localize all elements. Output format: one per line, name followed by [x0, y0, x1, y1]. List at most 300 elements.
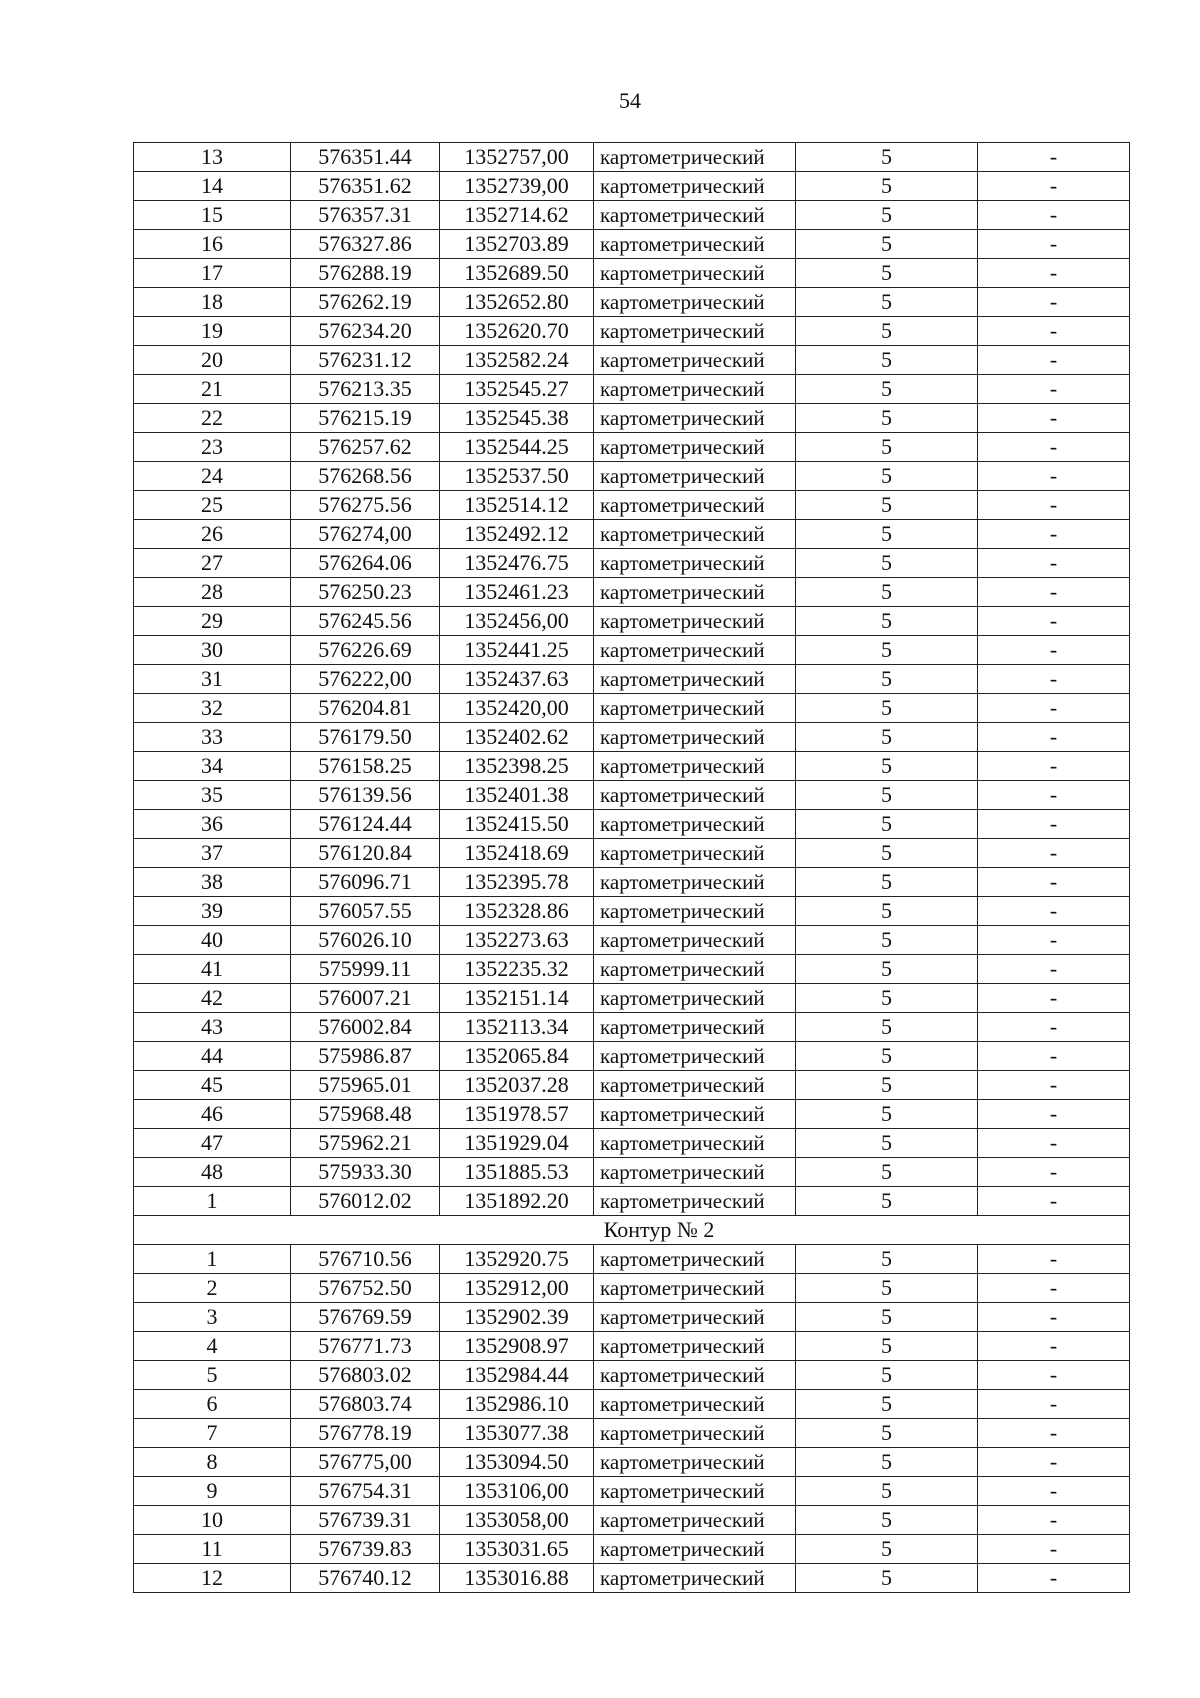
description-cell: - — [978, 201, 1130, 230]
table-row — [134, 1419, 1130, 1448]
table-row — [134, 1303, 1130, 1332]
x-coordinate-cell: 576234.20 — [291, 317, 440, 346]
point-number-cell: 27 — [134, 549, 291, 578]
point-number-cell: 16 — [134, 230, 291, 259]
x-coordinate-cell: 576803.02 — [291, 1361, 440, 1390]
description-cell: - — [978, 665, 1130, 694]
table-row — [134, 752, 1130, 781]
method-cell: картометрический — [594, 723, 796, 752]
method-cell: картометрический — [594, 1245, 796, 1274]
y-coordinate-cell: 1352441.25 — [440, 636, 594, 665]
accuracy-cell: 5 — [796, 1129, 978, 1158]
x-coordinate-cell: 576158.25 — [291, 752, 440, 781]
description-cell: - — [978, 636, 1130, 665]
coordinates-table — [133, 142, 1130, 1593]
accuracy-cell: 5 — [796, 549, 978, 578]
table-row — [134, 868, 1130, 897]
point-number-cell: 8 — [134, 1448, 291, 1477]
method-cell: картометрический — [594, 810, 796, 839]
description-cell: - — [978, 1187, 1130, 1216]
description-cell: - — [978, 926, 1130, 955]
x-coordinate-cell: 576803.74 — [291, 1390, 440, 1419]
table-row — [134, 1332, 1130, 1361]
point-number-cell: 22 — [134, 404, 291, 433]
y-coordinate-cell: 1352545.27 — [440, 375, 594, 404]
description-cell: - — [978, 317, 1130, 346]
point-number-cell: 21 — [134, 375, 291, 404]
point-number-cell: 1 — [134, 1245, 291, 1274]
accuracy-cell: 5 — [796, 607, 978, 636]
y-coordinate-cell: 1352544.25 — [440, 433, 594, 462]
description-cell: - — [978, 752, 1130, 781]
method-cell: картометрический — [594, 462, 796, 491]
accuracy-cell: 5 — [796, 1361, 978, 1390]
point-number-cell: 48 — [134, 1158, 291, 1187]
accuracy-cell: 5 — [796, 143, 978, 172]
point-number-cell: 29 — [134, 607, 291, 636]
table-row — [134, 520, 1130, 549]
table-row — [134, 1042, 1130, 1071]
accuracy-cell: 5 — [796, 288, 978, 317]
y-coordinate-cell: 1352401.38 — [440, 781, 594, 810]
accuracy-cell: 5 — [796, 810, 978, 839]
table-row — [134, 1245, 1130, 1274]
y-coordinate-cell: 1352328.86 — [440, 897, 594, 926]
x-coordinate-cell: 576002.84 — [291, 1013, 440, 1042]
table-row — [134, 1361, 1130, 1390]
point-number-cell: 37 — [134, 839, 291, 868]
y-coordinate-cell: 1352151.14 — [440, 984, 594, 1013]
description-cell: - — [978, 143, 1130, 172]
accuracy-cell: 5 — [796, 1477, 978, 1506]
x-coordinate-cell: 576739.83 — [291, 1535, 440, 1564]
point-number-cell: 15 — [134, 201, 291, 230]
point-number-cell: 46 — [134, 1100, 291, 1129]
method-cell: картометрический — [594, 607, 796, 636]
x-coordinate-cell: 576213.35 — [291, 375, 440, 404]
y-coordinate-cell: 1352456,00 — [440, 607, 594, 636]
table-row — [134, 636, 1130, 665]
description-cell: - — [978, 259, 1130, 288]
accuracy-cell: 5 — [796, 665, 978, 694]
accuracy-cell: 5 — [796, 752, 978, 781]
method-cell: картометрический — [594, 1448, 796, 1477]
y-coordinate-cell: 1352395.78 — [440, 868, 594, 897]
method-cell: картометрический — [594, 346, 796, 375]
method-cell: картометрический — [594, 926, 796, 955]
method-cell: картометрический — [594, 665, 796, 694]
method-cell: картометрический — [594, 1535, 796, 1564]
description-cell: - — [978, 1332, 1130, 1361]
x-coordinate-cell: 576778.19 — [291, 1419, 440, 1448]
table-row — [134, 1390, 1130, 1419]
y-coordinate-cell: 1352689.50 — [440, 259, 594, 288]
method-cell: картометрический — [594, 259, 796, 288]
method-cell: картометрический — [594, 143, 796, 172]
description-cell: - — [978, 491, 1130, 520]
accuracy-cell: 5 — [796, 230, 978, 259]
point-number-cell: 19 — [134, 317, 291, 346]
y-coordinate-cell: 1352273.63 — [440, 926, 594, 955]
y-coordinate-cell: 1352912,00 — [440, 1274, 594, 1303]
accuracy-cell: 5 — [796, 1100, 978, 1129]
accuracy-cell: 5 — [796, 1535, 978, 1564]
x-coordinate-cell: 575999.11 — [291, 955, 440, 984]
accuracy-cell: 5 — [796, 201, 978, 230]
table-row — [134, 1448, 1130, 1477]
x-coordinate-cell: 576096.71 — [291, 868, 440, 897]
point-number-cell: 3 — [134, 1303, 291, 1332]
x-coordinate-cell: 576257.62 — [291, 433, 440, 462]
point-number-cell: 4 — [134, 1332, 291, 1361]
y-coordinate-cell: 1352984.44 — [440, 1361, 594, 1390]
method-cell: картометрический — [594, 520, 796, 549]
accuracy-cell: 5 — [796, 520, 978, 549]
x-coordinate-cell: 576288.19 — [291, 259, 440, 288]
accuracy-cell: 5 — [796, 433, 978, 462]
method-cell: картометрический — [594, 1390, 796, 1419]
x-coordinate-cell: 576739.31 — [291, 1506, 440, 1535]
table-row — [134, 1477, 1130, 1506]
y-coordinate-cell: 1353077.38 — [440, 1419, 594, 1448]
coordinates-table-body — [134, 143, 1130, 1593]
point-number-cell: 40 — [134, 926, 291, 955]
accuracy-cell: 5 — [796, 578, 978, 607]
table-row — [134, 404, 1130, 433]
x-coordinate-cell: 576026.10 — [291, 926, 440, 955]
section-title: Контур № 2 — [134, 1216, 1130, 1245]
table-row — [134, 346, 1130, 375]
method-cell: картометрический — [594, 636, 796, 665]
table-row — [134, 1187, 1130, 1216]
table-row — [134, 839, 1130, 868]
point-number-cell: 38 — [134, 868, 291, 897]
accuracy-cell: 5 — [796, 984, 978, 1013]
x-coordinate-cell: 576327.86 — [291, 230, 440, 259]
x-coordinate-cell: 576007.21 — [291, 984, 440, 1013]
y-coordinate-cell: 1352418.69 — [440, 839, 594, 868]
x-coordinate-cell: 575933.30 — [291, 1158, 440, 1187]
table-row — [134, 549, 1130, 578]
accuracy-cell: 5 — [796, 172, 978, 201]
y-coordinate-cell: 1352461.23 — [440, 578, 594, 607]
accuracy-cell: 5 — [796, 375, 978, 404]
description-cell: - — [978, 1158, 1130, 1187]
description-cell: - — [978, 1535, 1130, 1564]
method-cell: картометрический — [594, 578, 796, 607]
description-cell: - — [978, 1361, 1130, 1390]
x-coordinate-cell: 576351.62 — [291, 172, 440, 201]
point-number-cell: 41 — [134, 955, 291, 984]
method-cell: картометрический — [594, 1274, 796, 1303]
x-coordinate-cell: 576275.56 — [291, 491, 440, 520]
y-coordinate-cell: 1352398.25 — [440, 752, 594, 781]
description-cell: - — [978, 1506, 1130, 1535]
description-cell: - — [978, 1419, 1130, 1448]
method-cell: картометрический — [594, 955, 796, 984]
x-coordinate-cell: 576250.23 — [291, 578, 440, 607]
accuracy-cell: 5 — [796, 781, 978, 810]
y-coordinate-cell: 1352065.84 — [440, 1042, 594, 1071]
description-cell: - — [978, 520, 1130, 549]
table-row — [134, 375, 1130, 404]
y-coordinate-cell: 1353094.50 — [440, 1448, 594, 1477]
y-coordinate-cell: 1353031.65 — [440, 1535, 594, 1564]
table-row — [134, 1506, 1130, 1535]
section-header-row — [134, 1216, 1130, 1245]
y-coordinate-cell: 1352620.70 — [440, 317, 594, 346]
description-cell: - — [978, 1100, 1130, 1129]
accuracy-cell: 5 — [796, 1187, 978, 1216]
y-coordinate-cell: 1352037.28 — [440, 1071, 594, 1100]
method-cell: картометрический — [594, 1071, 796, 1100]
x-coordinate-cell: 576775,00 — [291, 1448, 440, 1477]
table-row — [134, 259, 1130, 288]
table-row — [134, 201, 1130, 230]
table-row — [134, 1013, 1130, 1042]
point-number-cell: 20 — [134, 346, 291, 375]
table-row — [134, 955, 1130, 984]
x-coordinate-cell: 576357.31 — [291, 201, 440, 230]
y-coordinate-cell: 1352437.63 — [440, 665, 594, 694]
x-coordinate-cell: 576268.56 — [291, 462, 440, 491]
description-cell: - — [978, 839, 1130, 868]
method-cell: картометрический — [594, 433, 796, 462]
method-cell: картометрический — [594, 897, 796, 926]
y-coordinate-cell: 1352514.12 — [440, 491, 594, 520]
y-coordinate-cell: 1351892.20 — [440, 1187, 594, 1216]
x-coordinate-cell: 575968.48 — [291, 1100, 440, 1129]
description-cell: - — [978, 230, 1130, 259]
method-cell: картометрический — [594, 1332, 796, 1361]
accuracy-cell: 5 — [796, 955, 978, 984]
page-number: 54 — [619, 88, 641, 113]
method-cell: картометрический — [594, 1129, 796, 1158]
table-row — [134, 578, 1130, 607]
table-row — [134, 1564, 1130, 1593]
y-coordinate-cell: 1352545.38 — [440, 404, 594, 433]
y-coordinate-cell: 1352757,00 — [440, 143, 594, 172]
x-coordinate-cell: 576771.73 — [291, 1332, 440, 1361]
point-number-cell: 30 — [134, 636, 291, 665]
table-row — [134, 781, 1130, 810]
point-number-cell: 11 — [134, 1535, 291, 1564]
y-coordinate-cell: 1352902.39 — [440, 1303, 594, 1332]
accuracy-cell: 5 — [796, 1013, 978, 1042]
description-cell: - — [978, 375, 1130, 404]
y-coordinate-cell: 1352113.34 — [440, 1013, 594, 1042]
accuracy-cell: 5 — [796, 404, 978, 433]
point-number-cell: 28 — [134, 578, 291, 607]
x-coordinate-cell: 576057.55 — [291, 897, 440, 926]
point-number-cell: 31 — [134, 665, 291, 694]
accuracy-cell: 5 — [796, 1390, 978, 1419]
description-cell: - — [978, 1013, 1130, 1042]
point-number-cell: 33 — [134, 723, 291, 752]
point-number-cell: 47 — [134, 1129, 291, 1158]
accuracy-cell: 5 — [796, 1303, 978, 1332]
x-coordinate-cell: 575986.87 — [291, 1042, 440, 1071]
table-row — [134, 607, 1130, 636]
y-coordinate-cell: 1352703.89 — [440, 230, 594, 259]
y-coordinate-cell: 1352402.62 — [440, 723, 594, 752]
table-row — [134, 926, 1130, 955]
method-cell: картометрический — [594, 752, 796, 781]
x-coordinate-cell: 576120.84 — [291, 839, 440, 868]
description-cell: - — [978, 1564, 1130, 1593]
method-cell: картометрический — [594, 375, 796, 404]
accuracy-cell: 5 — [796, 1564, 978, 1593]
table-row — [134, 665, 1130, 694]
description-cell: - — [978, 1245, 1130, 1274]
accuracy-cell: 5 — [796, 723, 978, 752]
point-number-cell: 24 — [134, 462, 291, 491]
method-cell: картометрический — [594, 1564, 796, 1593]
accuracy-cell: 5 — [796, 897, 978, 926]
table-row — [134, 723, 1130, 752]
point-number-cell: 45 — [134, 1071, 291, 1100]
accuracy-cell: 5 — [796, 868, 978, 897]
point-number-cell: 26 — [134, 520, 291, 549]
method-cell: картометрический — [594, 172, 796, 201]
y-coordinate-cell: 1352420,00 — [440, 694, 594, 723]
y-coordinate-cell: 1351885.53 — [440, 1158, 594, 1187]
description-cell: - — [978, 1303, 1130, 1332]
method-cell: картометрический — [594, 1013, 796, 1042]
x-coordinate-cell: 576262.19 — [291, 288, 440, 317]
x-coordinate-cell: 576226.69 — [291, 636, 440, 665]
x-coordinate-cell: 576215.19 — [291, 404, 440, 433]
table-row — [134, 694, 1130, 723]
point-number-cell: 18 — [134, 288, 291, 317]
x-coordinate-cell: 576351.44 — [291, 143, 440, 172]
description-cell: - — [978, 1129, 1130, 1158]
description-cell: - — [978, 810, 1130, 839]
point-number-cell: 43 — [134, 1013, 291, 1042]
description-cell: - — [978, 288, 1130, 317]
description-cell: - — [978, 868, 1130, 897]
method-cell: картометрический — [594, 984, 796, 1013]
y-coordinate-cell: 1352739,00 — [440, 172, 594, 201]
method-cell: картометрический — [594, 317, 796, 346]
point-number-cell: 39 — [134, 897, 291, 926]
point-number-cell: 12 — [134, 1564, 291, 1593]
y-coordinate-cell: 1353106,00 — [440, 1477, 594, 1506]
x-coordinate-cell: 576245.56 — [291, 607, 440, 636]
method-cell: картометрический — [594, 1303, 796, 1332]
description-cell: - — [978, 723, 1130, 752]
accuracy-cell: 5 — [796, 926, 978, 955]
x-coordinate-cell: 576740.12 — [291, 1564, 440, 1593]
method-cell: картометрический — [594, 1100, 796, 1129]
x-coordinate-cell: 576231.12 — [291, 346, 440, 375]
method-cell: картометрический — [594, 288, 796, 317]
table-row — [134, 317, 1130, 346]
description-cell: - — [978, 172, 1130, 201]
description-cell: - — [978, 955, 1130, 984]
description-cell: - — [978, 549, 1130, 578]
description-cell: - — [978, 433, 1130, 462]
point-number-cell: 23 — [134, 433, 291, 462]
accuracy-cell: 5 — [796, 462, 978, 491]
table-row — [134, 984, 1130, 1013]
table-row — [134, 433, 1130, 462]
point-number-cell: 25 — [134, 491, 291, 520]
description-cell: - — [978, 1274, 1130, 1303]
method-cell: картометрический — [594, 404, 796, 433]
y-coordinate-cell: 1352476.75 — [440, 549, 594, 578]
table-row — [134, 1071, 1130, 1100]
point-number-cell: 5 — [134, 1361, 291, 1390]
x-coordinate-cell: 576012.02 — [291, 1187, 440, 1216]
x-coordinate-cell: 575965.01 — [291, 1071, 440, 1100]
accuracy-cell: 5 — [796, 1274, 978, 1303]
description-cell: - — [978, 404, 1130, 433]
table-row — [134, 1129, 1130, 1158]
point-number-cell: 10 — [134, 1506, 291, 1535]
description-cell: - — [978, 694, 1130, 723]
method-cell: картометрический — [594, 839, 796, 868]
table-row — [134, 288, 1130, 317]
point-number-cell: 14 — [134, 172, 291, 201]
method-cell: картометрический — [594, 1477, 796, 1506]
accuracy-cell: 5 — [796, 259, 978, 288]
accuracy-cell: 5 — [796, 317, 978, 346]
description-cell: - — [978, 1477, 1130, 1506]
y-coordinate-cell: 1352415.50 — [440, 810, 594, 839]
y-coordinate-cell: 1352714.62 — [440, 201, 594, 230]
description-cell: - — [978, 984, 1130, 1013]
point-number-cell: 17 — [134, 259, 291, 288]
x-coordinate-cell: 576124.44 — [291, 810, 440, 839]
table-row — [134, 1100, 1130, 1129]
point-number-cell: 9 — [134, 1477, 291, 1506]
description-cell: - — [978, 1042, 1130, 1071]
y-coordinate-cell: 1352652.80 — [440, 288, 594, 317]
method-cell: картометрический — [594, 694, 796, 723]
x-coordinate-cell: 575962.21 — [291, 1129, 440, 1158]
accuracy-cell: 5 — [796, 1071, 978, 1100]
accuracy-cell: 5 — [796, 1245, 978, 1274]
point-number-cell: 1 — [134, 1187, 291, 1216]
table-row — [134, 897, 1130, 926]
y-coordinate-cell: 1352235.32 — [440, 955, 594, 984]
description-cell: - — [978, 897, 1130, 926]
method-cell: картометрический — [594, 201, 796, 230]
x-coordinate-cell: 576139.56 — [291, 781, 440, 810]
y-coordinate-cell: 1351978.57 — [440, 1100, 594, 1129]
method-cell: картометрический — [594, 1042, 796, 1071]
method-cell: картометрический — [594, 549, 796, 578]
table-row — [134, 1535, 1130, 1564]
y-coordinate-cell: 1352986.10 — [440, 1390, 594, 1419]
method-cell: картометрический — [594, 230, 796, 259]
method-cell: картометрический — [594, 868, 796, 897]
accuracy-cell: 5 — [796, 491, 978, 520]
y-coordinate-cell: 1351929.04 — [440, 1129, 594, 1158]
accuracy-cell: 5 — [796, 636, 978, 665]
x-coordinate-cell: 576769.59 — [291, 1303, 440, 1332]
point-number-cell: 36 — [134, 810, 291, 839]
table-row — [134, 143, 1130, 172]
y-coordinate-cell: 1353058,00 — [440, 1506, 594, 1535]
accuracy-cell: 5 — [796, 346, 978, 375]
y-coordinate-cell: 1352582.24 — [440, 346, 594, 375]
y-coordinate-cell: 1352492.12 — [440, 520, 594, 549]
description-cell: - — [978, 346, 1130, 375]
method-cell: картометрический — [594, 781, 796, 810]
table-row — [134, 491, 1130, 520]
